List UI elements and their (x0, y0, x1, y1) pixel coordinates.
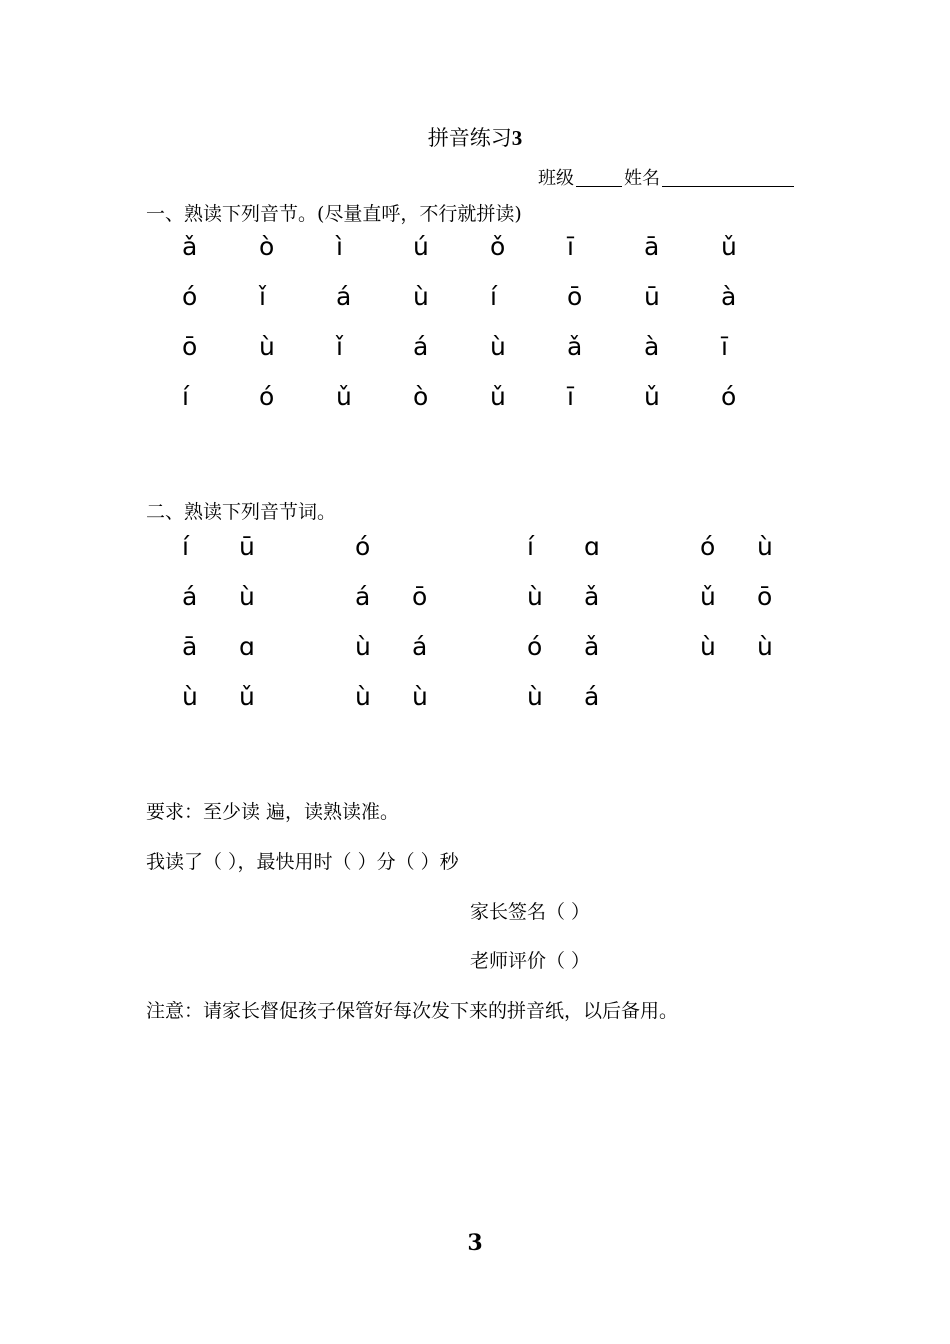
syllable: ī (721, 332, 728, 361)
title-text: 拼音练习 (427, 126, 512, 150)
word-syllable: ù (412, 682, 428, 711)
syllable: á (336, 282, 352, 311)
reading-record: 我读了（ ），最快用时（ ）分（ ）秒 (146, 851, 459, 873)
syllable: ū (644, 282, 660, 311)
syllable: ō (182, 332, 198, 361)
word-syllable: ɑ (239, 632, 255, 661)
word-syllable: í (527, 532, 534, 561)
word-syllable: ó (527, 632, 543, 661)
syllable: ǐ (259, 282, 266, 311)
class-field[interactable] (576, 166, 622, 187)
word-syllable: ó (355, 532, 371, 561)
syllable: ǐ (336, 332, 343, 361)
syllable: ǔ (490, 382, 506, 411)
syllable: ǎ (567, 332, 583, 361)
syllable: ó (721, 382, 737, 411)
word-syllable: ù (527, 682, 543, 711)
syllable: ǔ (644, 382, 660, 411)
syllable: ù (413, 282, 429, 311)
syllable: á (413, 332, 429, 361)
word-syllable: ǔ (700, 582, 716, 611)
syllable: ā (644, 232, 660, 261)
word-syllable: ù (757, 632, 773, 661)
word-syllable: ù (182, 682, 198, 711)
word-syllable: ǔ (239, 682, 255, 711)
syllable: ǎ (182, 232, 198, 261)
syllable: ò (413, 382, 429, 411)
word-syllable: í (182, 532, 189, 561)
name-label: 姓名 (624, 168, 660, 189)
word-syllable: ù (355, 632, 371, 661)
word-syllable: ō (412, 582, 428, 611)
page-number: 3 (467, 1230, 483, 1256)
teacher-evaluation: 老师评价（ ） (470, 950, 591, 972)
word-syllable: ā (182, 632, 198, 661)
syllable: à (644, 332, 660, 361)
title-number: 3 (511, 126, 523, 150)
syllable: í (182, 382, 189, 411)
section1-heading: 一、熟读下列音节。(尽量直呼，不行就拼读) (146, 203, 522, 225)
syllable: ó (259, 382, 275, 411)
word-syllable: ū (239, 532, 255, 561)
note-text: 注意：请家长督促孩子保管好每次发下来的拼音纸，以后备用。 (146, 1000, 679, 1022)
name-field[interactable] (662, 166, 794, 187)
syllable: ù (490, 332, 506, 361)
syllable: ō (567, 282, 583, 311)
syllable: ú (413, 232, 429, 261)
section2-heading: 二、熟读下列音节词。 (146, 501, 337, 523)
word-syllable: ù (757, 532, 773, 561)
word-syllable: á (412, 632, 428, 661)
syllable: í (490, 282, 497, 311)
word-syllable: ó (700, 532, 716, 561)
syllable: ì (336, 232, 343, 261)
parent-signature: 家长签名（ ） (470, 901, 591, 923)
word-syllable: ù (700, 632, 716, 661)
syllable: ǔ (336, 382, 352, 411)
syllable: ī (567, 382, 574, 411)
requirement-text: 要求：至少读 遍，读熟读准。 (146, 801, 400, 823)
syllable: ǔ (721, 232, 737, 261)
word-syllable: á (182, 582, 198, 611)
word-syllable: ɑ (584, 532, 600, 561)
word-syllable: ù (527, 582, 543, 611)
syllable: ò (259, 232, 275, 261)
page-title (0, 122, 950, 152)
word-syllable: á (584, 682, 600, 711)
word-syllable: ǎ (584, 582, 600, 611)
syllable: ǒ (490, 232, 506, 261)
syllable: ó (182, 282, 198, 311)
syllable: ù (259, 332, 275, 361)
word-syllable: ǎ (584, 632, 600, 661)
syllable: ī (567, 232, 574, 261)
class-label: 班级 (538, 168, 574, 189)
word-syllable: ō (757, 582, 773, 611)
word-syllable: ù (239, 582, 255, 611)
word-syllable: ù (355, 682, 371, 711)
syllable: à (721, 282, 737, 311)
word-syllable: á (355, 582, 371, 611)
